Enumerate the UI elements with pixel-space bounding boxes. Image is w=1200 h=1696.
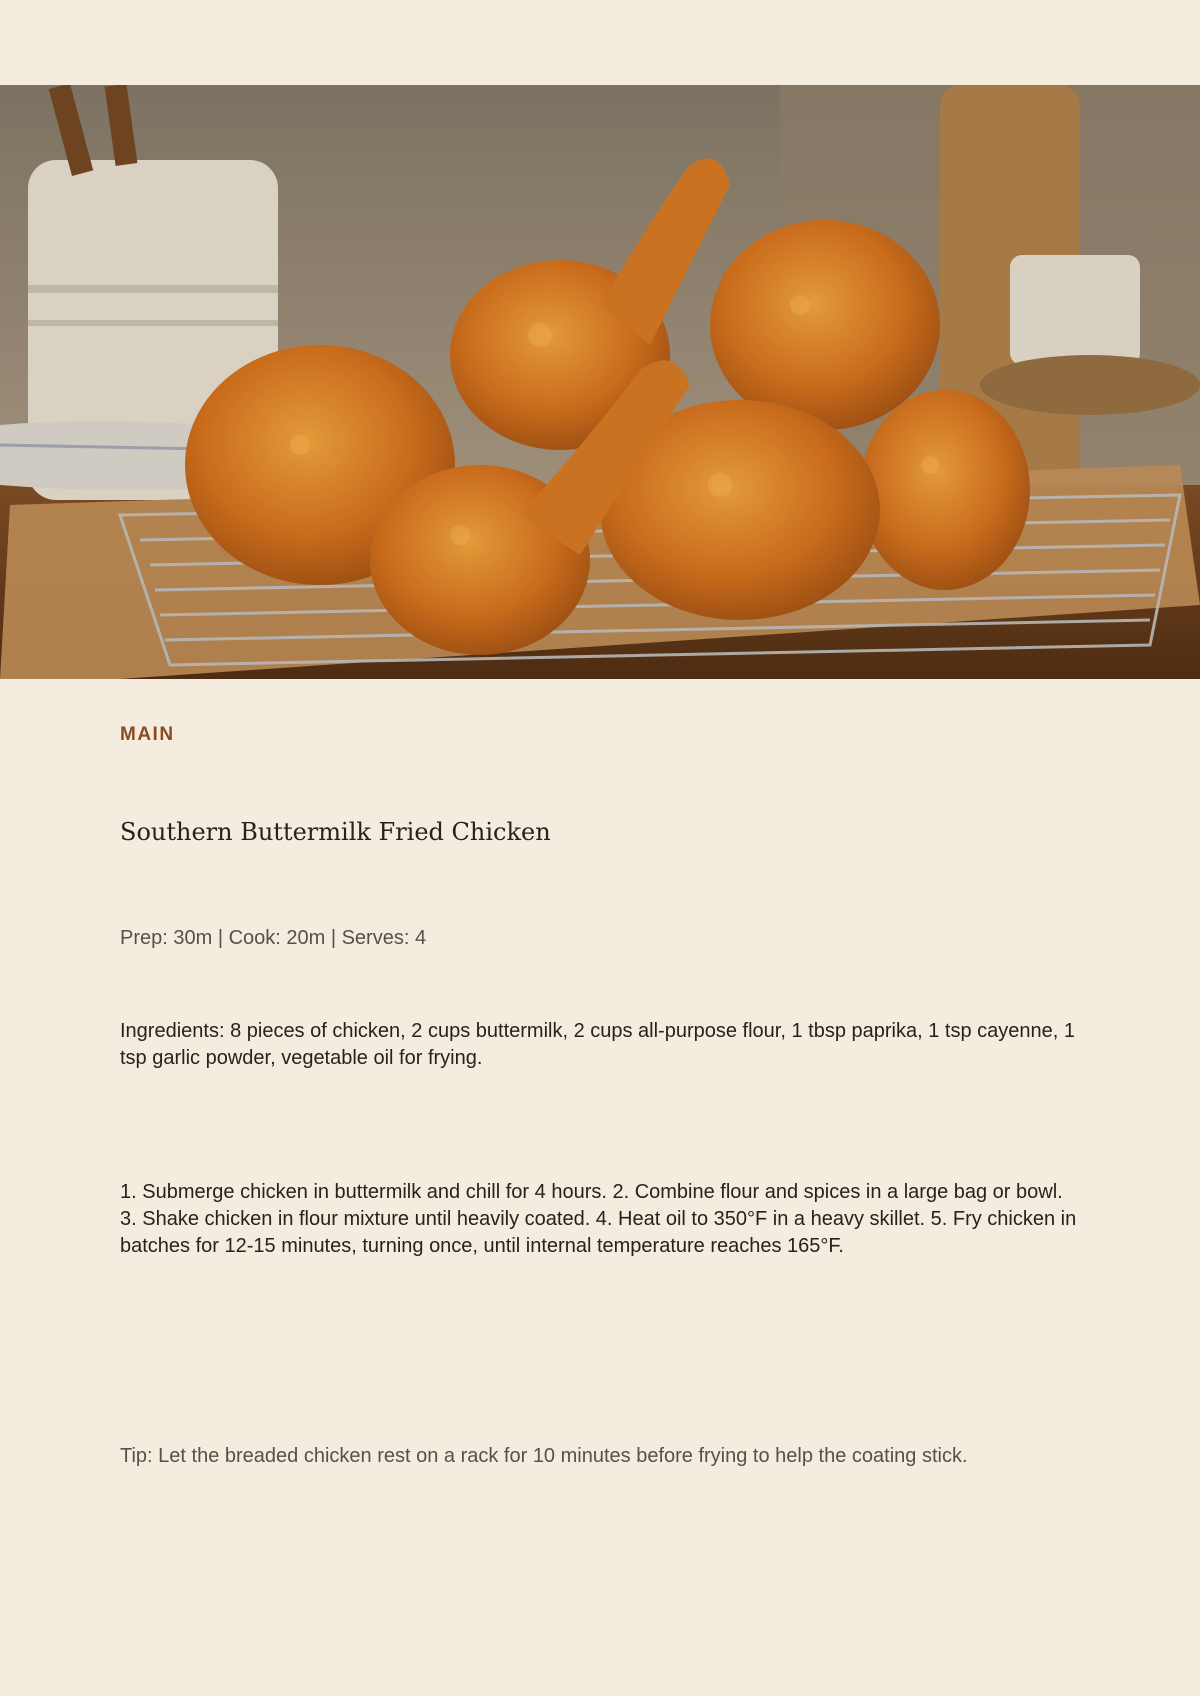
recipe-meta: Prep: 30m | Cook: 20m | Serves: 4 <box>120 927 427 949</box>
recipe-title: Southern Buttermilk Fried Chicken <box>120 818 551 846</box>
hero-photo-illustration <box>0 85 1200 679</box>
recipe-tip: Tip: Let the breaded chicken rest on a rack for 10 minutes before frying to help the coating stick. <box>120 1445 968 1467</box>
hero-image <box>0 85 1200 679</box>
recipe-instructions: 1. Submerge chicken in buttermilk and chill for 4 hours. 2. Combine flour and spices in a large bag or bowl. 3. Shake chicken in flour mixture until heavily coated. 4. Heat oil to 350°F in a heavy skillet. 5. Fry chicken in batches for 12-15 minutes, turning once, until internal temperature reaches 165°F. <box>120 1181 1077 1257</box>
recipe-ingredients: Ingredients: 8 pieces of chicken, 2 cups buttermilk, 2 cups all-purpose flour, 1 tbsp paprika, 1 tsp cayenne, 1 tsp garlic powder, vegetable oil for frying. <box>120 1020 1075 1069</box>
recipe-category: MAIN <box>120 724 175 745</box>
